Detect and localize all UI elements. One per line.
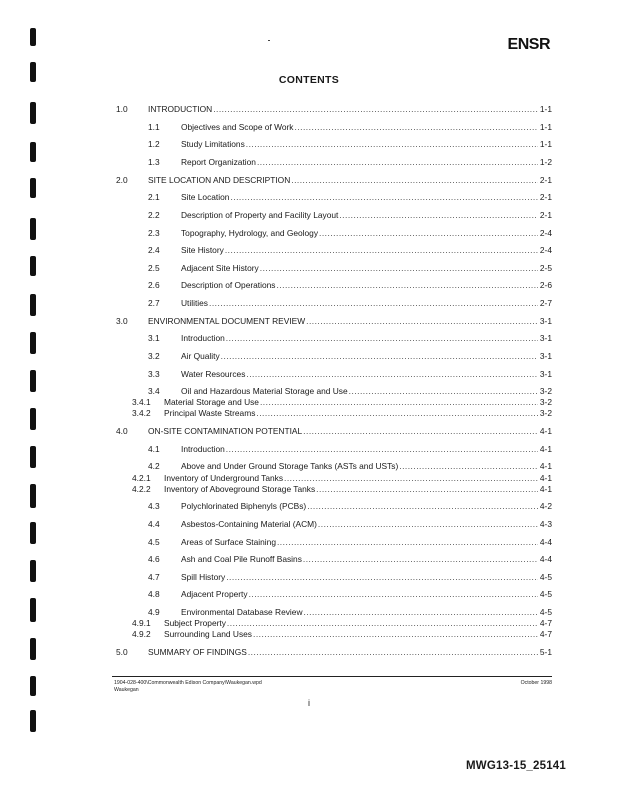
binder-hole-mark — [30, 332, 36, 354]
bates-stamp: MWG13-15_25141 — [466, 760, 566, 772]
toc-dot-leader — [295, 122, 539, 132]
toc-dot-leader — [246, 369, 538, 379]
toc-dot-leader — [319, 228, 538, 238]
toc-entry-title — [148, 104, 538, 114]
toc-entry-title-text: Surrounding Land Uses — [164, 629, 252, 640]
binder-hole-mark — [30, 638, 36, 660]
toc-entry-row — [112, 625, 552, 643]
toc-entry-page: 1-1 — [539, 104, 552, 114]
toc-entry-number: 1.1 — [148, 121, 160, 132]
toc-entry-page: 2-5 — [539, 262, 552, 273]
binder-hole-mark — [30, 370, 36, 392]
toc-entry-row — [112, 153, 552, 171]
toc-entry-title-text: Material Storage and Use — [164, 397, 259, 408]
toc-entry-number: 4.7 — [148, 571, 160, 582]
toc-entry-title-text: Report Organization — [181, 156, 256, 167]
toc-entry-page: 2-1 — [539, 192, 552, 203]
toc-entry-title-text: Subject Property — [164, 618, 226, 629]
toc-entry-title-text: Description of Property and Facility Layout — [181, 209, 339, 220]
toc-entry-page: 4-1 — [539, 426, 552, 437]
toc-entry-title — [181, 122, 538, 132]
toc-dot-leader — [306, 316, 538, 326]
toc-entry-title-text: Topography, Hydrology, and Geology — [181, 227, 319, 238]
binder-hole-mark — [30, 178, 36, 198]
toc-dot-leader — [291, 175, 538, 185]
toc-dot-leader — [230, 192, 538, 202]
toc-entry-number: 4.9.2 — [132, 629, 151, 640]
binder-hole-mark — [30, 102, 36, 124]
toc-entry-title — [181, 157, 538, 167]
toc-entry-title — [148, 647, 538, 657]
toc-entry-row — [112, 347, 552, 365]
toc-entry-page: 2-1 — [539, 174, 552, 185]
toc-entry-number: 3.4.1 — [132, 397, 151, 408]
toc-entry-page: 4-4 — [539, 536, 552, 547]
toc-entry-title — [181, 537, 538, 547]
toc-entry-number: 4.8 — [148, 589, 160, 600]
toc-entry-page: 4-5 — [539, 607, 552, 617]
binder-hole-mark — [30, 446, 36, 468]
toc-entry-title-text: Inventory of Aboveground Storage Tanks — [164, 483, 316, 494]
toc-entry-title-text: Oil and Hazardous Material Storage and Use — [181, 386, 348, 397]
toc-entry-number: 3.4.2 — [132, 408, 151, 419]
toc-entry-number: 4.9.1 — [132, 618, 151, 629]
toc-entry-row — [112, 276, 552, 294]
toc-entry-number: 3.2 — [148, 350, 160, 361]
footer-file-path: 1904-028-400\Commonwealth Edison Company\Waukegan.wpd — [114, 680, 262, 686]
toc-entry-page: 1-2 — [539, 156, 552, 167]
toc-dot-leader — [213, 104, 538, 114]
toc-section-row — [112, 422, 552, 440]
toc-entry-title-text: Description of Operations — [181, 280, 276, 291]
toc-entry-page: 2-1 — [539, 209, 552, 220]
toc-entry-title-text: Principal Waste Streams — [164, 408, 256, 419]
toc-entry-number: 4.6 — [148, 554, 160, 565]
toc-entry-page: 4-5 — [539, 571, 552, 582]
toc-entry-page: 3-1 — [539, 333, 552, 344]
toc-entry-row — [112, 457, 552, 472]
toc-entry-number: 3.3 — [148, 368, 160, 379]
toc-entry-title — [181, 245, 538, 255]
toc-entry-row — [112, 568, 552, 586]
toc-dot-leader — [257, 157, 538, 167]
toc-entry-row — [112, 393, 552, 408]
toc-entry-row — [112, 206, 552, 224]
footer-file-reference — [114, 680, 262, 693]
toc-entry-page: 3-1 — [539, 315, 552, 326]
binder-hole-mark — [30, 710, 36, 732]
toc-dot-leader — [339, 210, 538, 220]
toc-entry-title-text: Adjacent Site History — [181, 262, 259, 273]
toc-entry-page: 4-1 — [539, 461, 552, 472]
toc-dot-leader — [303, 426, 538, 436]
toc-entry-page: 2-7 — [539, 297, 552, 308]
toc-entry-row — [112, 259, 552, 277]
toc-entry-row — [112, 135, 552, 153]
toc-dot-leader — [277, 280, 539, 290]
toc-entry-title — [181, 263, 538, 273]
toc-entry-page: 2-4 — [539, 245, 552, 256]
toc-dot-leader — [209, 298, 538, 308]
toc-entry-number: 2.0 — [116, 174, 128, 185]
toc-entry-title-text: Utilities — [181, 297, 208, 308]
company-logo: ENSR — [507, 36, 550, 53]
toc-entry-row — [112, 585, 552, 603]
toc-entry-number: 5.0 — [116, 646, 128, 657]
toc-entry-title — [181, 139, 538, 149]
toc-entry-row — [112, 515, 552, 533]
toc-entry-title — [148, 426, 538, 436]
toc-dot-leader — [260, 263, 538, 273]
page-number: i — [308, 698, 310, 708]
toc-dot-leader — [303, 554, 538, 564]
binder-hole-mark — [30, 408, 36, 430]
toc-entry-title — [181, 298, 538, 308]
toc-entry-number: 1.0 — [116, 104, 128, 114]
table-of-contents — [112, 100, 552, 661]
toc-entry-page: 3-2 — [539, 386, 552, 397]
toc-entry-number: 2.5 — [148, 262, 160, 273]
toc-entry-number: 3.1 — [148, 333, 160, 344]
toc-entry-page: 3-1 — [539, 350, 552, 361]
toc-entry-title — [181, 519, 538, 529]
toc-entry-row — [112, 603, 552, 617]
toc-dot-leader — [277, 537, 538, 547]
toc-entry-number: 3.0 — [116, 315, 128, 326]
binder-hole-mark — [30, 598, 36, 622]
toc-entry-title-text: Environmental Database Review — [181, 607, 303, 617]
toc-entry-page: 2-4 — [539, 227, 552, 238]
toc-entry-title — [148, 175, 538, 185]
toc-entry-title — [181, 351, 538, 361]
toc-entry-page: 4-7 — [539, 629, 552, 640]
binder-hole-mark — [30, 522, 36, 544]
binder-hole-mark — [30, 294, 36, 316]
toc-entry-number: 4.1 — [148, 443, 160, 454]
binder-hole-mark — [30, 676, 36, 696]
toc-entry-row — [112, 497, 552, 515]
toc-entry-title-text: Adjacent Property — [181, 589, 248, 600]
toc-entry-number: 4.5 — [148, 536, 160, 547]
toc-dot-leader — [225, 245, 538, 255]
toc-entry-page: 4-1 — [539, 443, 552, 454]
toc-entry-title-text: Spill History — [181, 571, 226, 582]
toc-section-row — [112, 171, 552, 189]
toc-entry-page: 4-2 — [539, 501, 552, 512]
toc-entry-row — [112, 440, 552, 458]
toc-entry-title-text: Polychlorinated Biphenyls (PCBs) — [181, 501, 307, 512]
footer-date: October 1998 — [520, 680, 552, 686]
toc-entry-title-text: Water Resources — [181, 368, 246, 379]
toc-entry-row — [112, 469, 552, 483]
toc-entry-title — [181, 333, 538, 343]
toc-entry-title-text: Site Location — [181, 192, 230, 203]
toc-entry-title — [181, 444, 538, 454]
binder-hole-mark — [30, 218, 36, 240]
toc-entry-row — [112, 480, 552, 498]
toc-entry-page: 1-1 — [539, 139, 552, 150]
toc-entry-title — [181, 369, 538, 379]
toc-entry-page: 4-1 — [539, 472, 552, 483]
toc-entry-title-text: Study Limitations — [181, 139, 245, 150]
toc-entry-page: 1-1 — [539, 121, 552, 132]
scan-speck — [268, 40, 270, 41]
toc-entry-page: 5-1 — [539, 646, 552, 657]
toc-dot-leader — [226, 333, 538, 343]
toc-entry-number: 4.2.2 — [132, 483, 151, 494]
toc-entry-title — [181, 554, 538, 564]
toc-entry-row — [112, 365, 552, 383]
toc-entry-page: 4-3 — [539, 519, 552, 530]
toc-entry-title — [181, 192, 538, 202]
toc-section-row — [112, 100, 552, 118]
toc-entry-number: 4.2.1 — [132, 472, 151, 483]
toc-dot-leader — [256, 408, 538, 418]
toc-entry-title-text: SUMMARY OF FINDINGS — [148, 646, 247, 657]
toc-dot-leader — [246, 139, 538, 149]
toc-entry-number: 4.3 — [148, 501, 160, 512]
toc-entry-title — [181, 228, 538, 238]
toc-entry-page: 4-4 — [539, 554, 552, 565]
binder-hole-mark — [30, 560, 36, 582]
toc-entry-page: 2-6 — [539, 280, 552, 291]
toc-entry-title — [164, 484, 538, 494]
binder-hole-mark — [30, 484, 36, 508]
toc-dot-leader — [318, 519, 538, 529]
toc-entry-number: 3.4 — [148, 386, 160, 397]
toc-entry-page: 3-1 — [539, 368, 552, 379]
toc-dot-leader — [249, 589, 538, 599]
binder-hole-mark — [30, 142, 36, 162]
footer-rule — [112, 676, 552, 677]
toc-dot-leader — [307, 501, 538, 511]
toc-entry-title — [181, 589, 538, 599]
toc-entry-title-text: Air Quality — [181, 350, 220, 361]
toc-entry-row — [112, 329, 552, 347]
toc-entry-row — [112, 614, 552, 629]
toc-entry-page: 3-2 — [539, 408, 552, 419]
binder-hole-mark — [30, 256, 36, 276]
toc-entry-number: 2.4 — [148, 245, 160, 256]
toc-entry-title-text: INTRODUCTION — [148, 104, 213, 114]
toc-entry-number: 4.2 — [148, 461, 160, 472]
toc-entry-row — [112, 382, 552, 397]
toc-entry-number: 4.4 — [148, 519, 160, 530]
toc-entry-row — [112, 188, 552, 206]
toc-entry-row — [112, 241, 552, 259]
toc-entry-number: 4.9 — [148, 607, 160, 617]
toc-entry-title — [181, 572, 538, 582]
footer-site-name: Waukegan — [114, 686, 139, 693]
toc-entry-number: 2.1 — [148, 192, 160, 203]
toc-entry-page: 4-5 — [539, 589, 552, 600]
page-title: CONTENTS — [278, 74, 340, 86]
toc-dot-leader — [226, 572, 538, 582]
toc-entry-title — [181, 280, 538, 290]
binder-hole-marks — [30, 28, 44, 728]
toc-dot-leader — [253, 629, 538, 639]
toc-entry-title-text: Site History — [181, 245, 224, 256]
binder-hole-mark — [30, 28, 36, 46]
toc-entry-number: 1.3 — [148, 156, 160, 167]
toc-dot-leader — [226, 444, 538, 454]
toc-entry-title-text: Asbestos-Containing Material (ACM) — [181, 519, 317, 530]
toc-entry-row — [112, 404, 552, 422]
toc-entry-title-text: Introduction — [181, 333, 225, 344]
toc-entry-number: 4.0 — [116, 426, 128, 437]
toc-entry-title — [181, 501, 538, 511]
toc-entry-title-text: ENVIRONMENTAL DOCUMENT REVIEW — [148, 315, 306, 326]
toc-entry-number: 1.2 — [148, 139, 160, 150]
toc-entry-title-text: Ash and Coal Pile Runoff Basins — [181, 554, 302, 565]
toc-entry-number: 2.3 — [148, 227, 160, 238]
toc-entry-title — [181, 210, 538, 220]
toc-entry-title — [164, 408, 538, 418]
toc-entry-title — [164, 629, 538, 639]
toc-dot-leader — [221, 351, 538, 361]
toc-section-row — [112, 643, 552, 661]
toc-entry-title — [148, 316, 538, 326]
toc-entry-title-text: Above and Under Ground Storage Tanks (ASTs and USTs) — [181, 461, 399, 472]
toc-section-row — [112, 312, 552, 330]
toc-entry-row — [112, 294, 552, 312]
toc-entry-row — [112, 224, 552, 242]
toc-entry-page: 3-2 — [539, 397, 552, 408]
toc-entry-number: 2.2 — [148, 209, 160, 220]
toc-entry-row — [112, 550, 552, 568]
toc-entry-title-text: Objectives and Scope of Work — [181, 121, 294, 132]
toc-entry-title-text: SITE LOCATION AND DESCRIPTION — [148, 174, 291, 185]
toc-entry-title-text: Inventory of Underground Tanks — [164, 472, 284, 483]
toc-entry-row — [112, 118, 552, 136]
toc-entry-title-text: Introduction — [181, 443, 225, 454]
toc-dot-leader — [248, 647, 538, 657]
toc-entry-title-text: ON-SITE CONTAMINATION POTENTIAL — [148, 426, 303, 437]
toc-entry-number: 2.6 — [148, 280, 160, 291]
toc-dot-leader — [316, 484, 538, 494]
toc-entry-page: 4-7 — [539, 618, 552, 629]
toc-entry-page: 4-1 — [539, 483, 552, 494]
toc-entry-row — [112, 533, 552, 551]
toc-entry-title-text: Areas of Surface Staining — [181, 536, 276, 547]
toc-entry-number: 2.7 — [148, 297, 160, 308]
